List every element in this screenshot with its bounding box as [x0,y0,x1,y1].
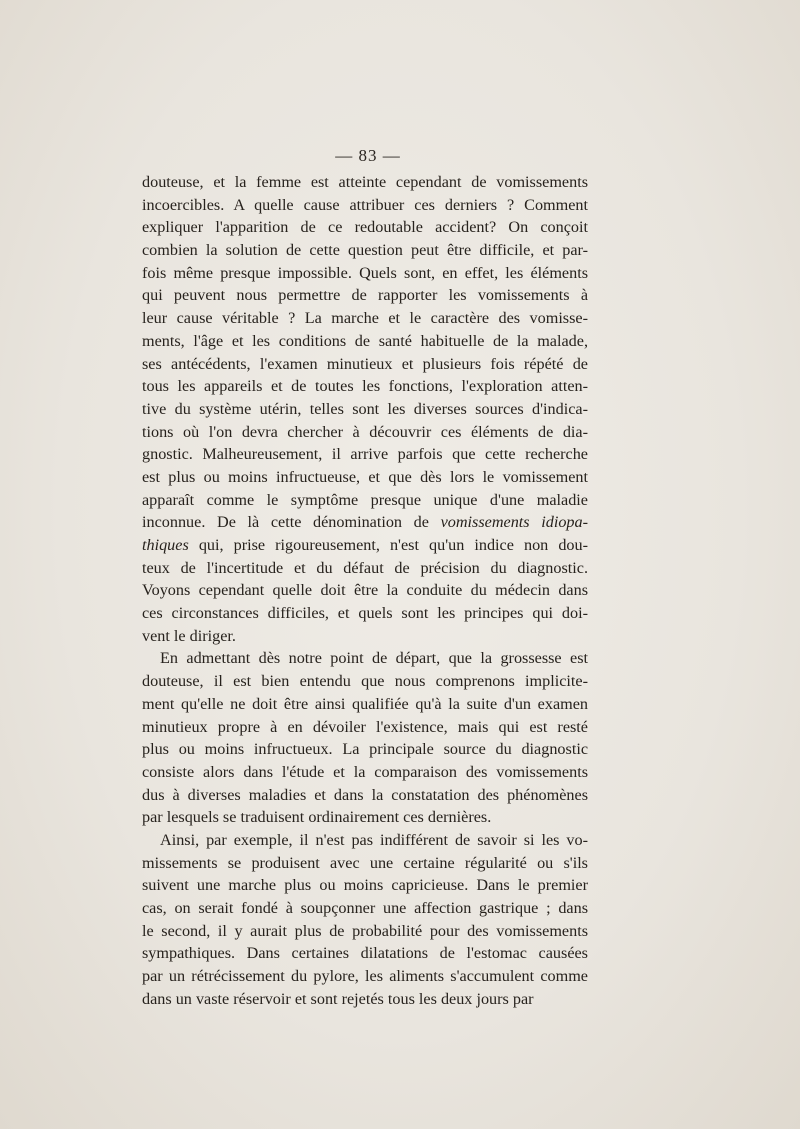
line-text: Ainsi, par exemple, il n'est pas indifférent de savoir si les vo- [160,830,588,849]
text-line [142,829,588,852]
text-line [142,239,588,262]
line-text: dans un vaste réservoir et sont rejetés tous les deux jours par [142,989,534,1008]
line-text: combien la solution de cette question peut être difficile, et par- [142,241,588,260]
line-text: expliquer l'apparition de ce redoutable accident? On conçoit [142,218,588,237]
text-line [142,852,588,875]
body-text [142,171,588,1010]
line-text: ces circonstances difficiles, et quels sont les principes qui doi- [142,604,588,623]
text-line [142,625,588,648]
line-text: apparaît comme le symptôme presque unique d'une maladie [142,490,588,509]
text-line [142,965,588,988]
line-text: cas, on serait fondé à soupçonner une affection gastrique ; dans [142,899,588,917]
line-text: missements se produisent avec une certaine régularité ou s'ils [142,853,588,872]
text-line [142,353,588,376]
text-line [142,489,588,512]
text-line [142,284,588,307]
text-line [142,806,588,829]
text-line [142,920,588,943]
line-text: dus à diverses maladies et dans la constatation des phénomènes [142,785,588,804]
text-line [142,761,588,784]
line-text: par un rétrécissement du pylore, les aliments s'accumulent comme [142,967,588,986]
text-line [142,557,588,580]
line-text: ses antécédents, l'examen minutieux et plusieurs fois répété de [142,354,588,373]
text-line [142,647,588,670]
line-text: teux de l'incertitude et du défaut de précision du diagnostic. [142,558,588,577]
line-text: En admettant dès notre point de départ, que la grossesse est [160,649,588,668]
text-line [142,897,588,920]
line-text: vent le diriger. [142,626,236,645]
line-text: est plus ou moins infructueuse, et que dès lors le vomissement [142,467,588,486]
line-text: plus ou moins infructueux. La principale source du diagnostic [142,740,588,759]
line-text: ments, l'âge et les conditions de santé habituelle de la malade, [142,331,588,350]
text-line [142,579,588,602]
line-text: par lesquels se traduisent ordinairement ces dernières. [142,808,492,827]
text-line [142,988,588,1011]
text-line [142,216,588,239]
line-text: ment qu'elle ne doit être ainsi qualifiée qu'à la suite d'un examen [142,694,588,713]
line-text: incoercibles. A quelle cause attribuer ces derniers ? Comment [142,195,588,214]
line-text: le second, il y aurait plus de probabilité pour des vomissements [142,921,588,940]
text-line [142,511,588,534]
line-text: inconnue. De là cette dénomination de [142,513,441,532]
text-line [142,330,588,353]
line-text: fois même presque impossible. Quels sont, en effet, les éléments [142,263,588,282]
text-line [142,670,588,693]
line-text: tions où l'on devra chercher à découvrir ces éléments de dia- [142,422,588,441]
text-line [142,421,588,444]
text-line [142,716,588,739]
page-number: — 83 — [335,146,401,165]
italic-term: thiques [142,536,189,554]
line-text: consiste alors dans l'étude et la comparaison des vomissements [142,762,588,781]
line-text: leur cause véritable ? La marche et le caractère des vomisse- [142,309,588,328]
line-text: suivent une marche plus ou moins capricieuse. Dans le premier [142,876,588,895]
text-line [142,307,588,330]
line-text: minutieux propre à en dévoiler l'existence, mais qui est resté [142,717,588,736]
line-text: tive du système utérin, telles sont les diverses sources d'indica- [142,399,588,418]
text-line [142,693,588,716]
line-text: douteuse, il est bien entendu que nous comprenons implicite- [142,672,588,691]
text-line [142,942,588,965]
text-line [142,375,588,398]
text-line [142,398,588,421]
line-text: tous les appareils et de toutes les fonctions, l'exploration atten- [142,377,588,396]
text-line [142,738,588,761]
line-text: qui, prise rigoureusement, n'est qu'un indice non dou- [188,536,588,554]
text-line [142,262,588,285]
line-text: qui peuvent nous permettre de rapporter les vomissements à [142,286,588,305]
italic-term: vomissements idiopa- [440,513,588,532]
text-line [142,194,588,217]
line-text: douteuse, et la femme est atteinte cependant de vomissements [142,173,588,191]
text-line [142,784,588,807]
text-line [142,443,588,466]
line-text: gnostic. Malheureusement, il arrive parfois que cette recherche [142,445,588,464]
text-line [142,534,588,557]
line-text: sympathiques. Dans certaines dilatations de l'estomac causées [142,944,588,963]
text-line [142,602,588,625]
line-text: Voyons cependant quelle doit être la conduite du médecin dans [142,581,588,600]
text-line [142,874,588,897]
text-line [142,466,588,489]
text-line [142,171,588,194]
